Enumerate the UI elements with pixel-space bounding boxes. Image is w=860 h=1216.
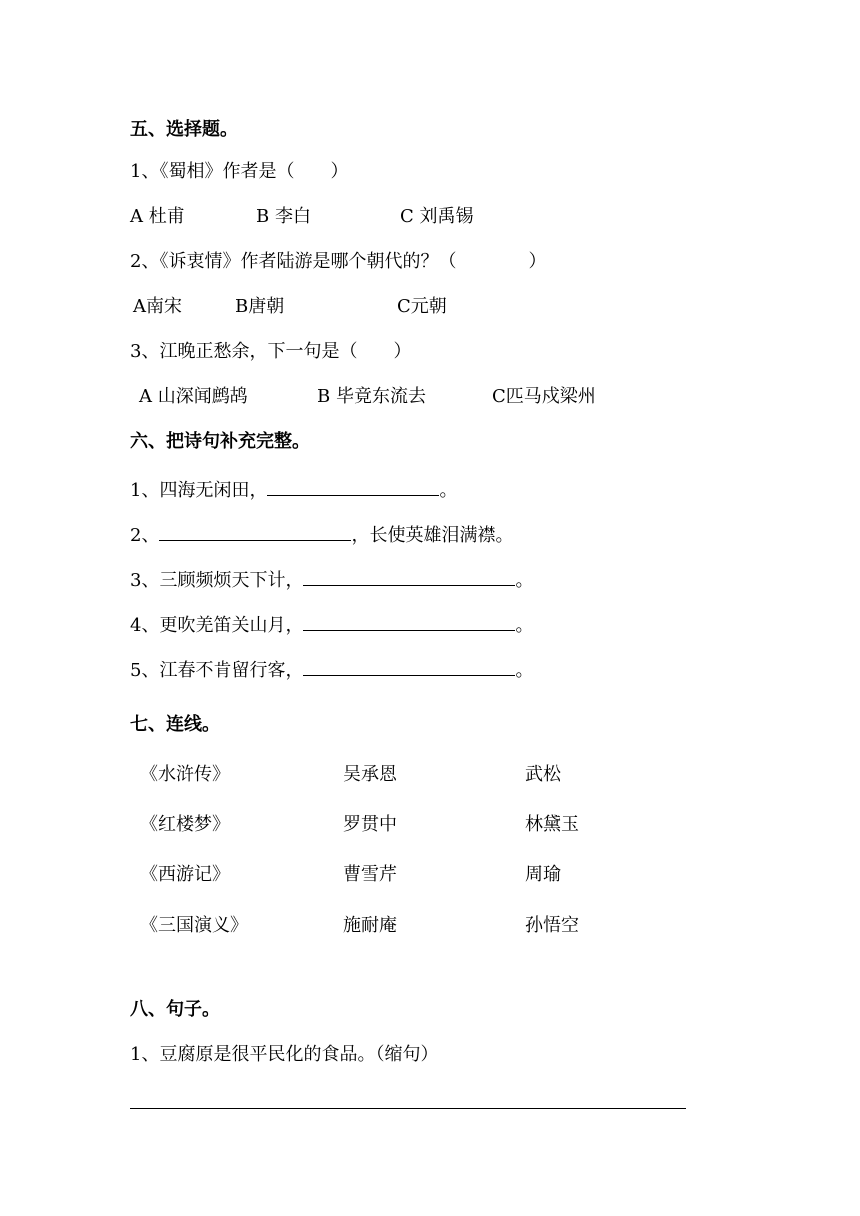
option-a[interactable]: A 杜甫	[130, 206, 185, 227]
question-5-2-options	[133, 295, 447, 319]
character-name[interactable]: 林黛玉	[525, 814, 579, 835]
author-name[interactable]: 曹雪芹	[343, 864, 397, 885]
option-c[interactable]: C匹马戍梁州	[492, 386, 596, 407]
fill-item-1	[130, 477, 457, 503]
fill-prefix: 4、更吹羌笛关山月，	[130, 615, 304, 636]
option-a[interactable]: A 山深闻鹧鸪	[139, 386, 248, 407]
fill-suffix: 。	[439, 480, 458, 501]
fill-suffix: ，长使英雄泪满襟。	[351, 525, 514, 546]
fill-suffix: 。	[515, 615, 534, 636]
book-title[interactable]: 《水浒传》	[140, 764, 230, 785]
option-a[interactable]: A南宋	[133, 296, 182, 317]
author-name[interactable]: 施耐庵	[343, 915, 397, 936]
question-5-1: 1、《蜀相》作者是（ ）	[130, 161, 349, 182]
fill-item-4	[130, 612, 533, 638]
question-5-3-options	[139, 385, 596, 409]
fill-prefix: 5、江春不肯留行客，	[130, 660, 304, 681]
answer-blank[interactable]	[303, 612, 515, 631]
question-5-1-options	[130, 205, 474, 229]
author-name[interactable]: 罗贯中	[343, 814, 397, 835]
answer-line[interactable]	[130, 1108, 686, 1109]
character-name[interactable]: 孙悟空	[525, 915, 579, 936]
book-title[interactable]: 《三国演义》	[140, 915, 248, 936]
character-name[interactable]: 武松	[525, 764, 561, 785]
answer-blank[interactable]	[303, 657, 515, 676]
character-name[interactable]: 周瑜	[525, 864, 561, 885]
fill-suffix: 。	[515, 570, 534, 591]
fill-item-2	[130, 522, 513, 548]
option-c[interactable]: C元朝	[397, 296, 447, 317]
fill-prefix: 2、	[130, 525, 160, 546]
section-6-title: 六、把诗句补充完整。	[130, 431, 310, 452]
section-7-title: 七、连线。	[130, 714, 220, 735]
section-5-title: 五、选择题。	[130, 119, 238, 140]
question-5-2: 2、《诉衷情》作者陆游是哪个朝代的？（ ）	[130, 251, 547, 272]
author-name[interactable]: 吴承恩	[343, 764, 397, 785]
book-title[interactable]: 《西游记》	[140, 864, 230, 885]
option-c[interactable]: C 刘禹锡	[400, 206, 474, 227]
option-b[interactable]: B 李白	[256, 206, 311, 227]
fill-item-3	[130, 567, 533, 593]
fill-item-5	[130, 657, 533, 683]
answer-blank[interactable]	[303, 567, 515, 586]
answer-blank[interactable]	[267, 477, 439, 496]
answer-blank[interactable]	[159, 522, 351, 541]
question-8-1: 1、豆腐原是很平民化的食品。（缩句）	[130, 1044, 439, 1065]
book-title[interactable]: 《红楼梦》	[140, 814, 230, 835]
option-b[interactable]: B唐朝	[235, 296, 285, 317]
section-8-title: 八、句子。	[130, 999, 220, 1020]
question-5-3: 3、江晚正愁余，下一句是（ ）	[130, 341, 412, 362]
option-b[interactable]: B 毕竟东流去	[317, 386, 426, 407]
fill-prefix: 1、四海无闲田，	[130, 480, 268, 501]
fill-suffix: 。	[515, 660, 534, 681]
fill-prefix: 3、三顾频烦天下计，	[130, 570, 304, 591]
